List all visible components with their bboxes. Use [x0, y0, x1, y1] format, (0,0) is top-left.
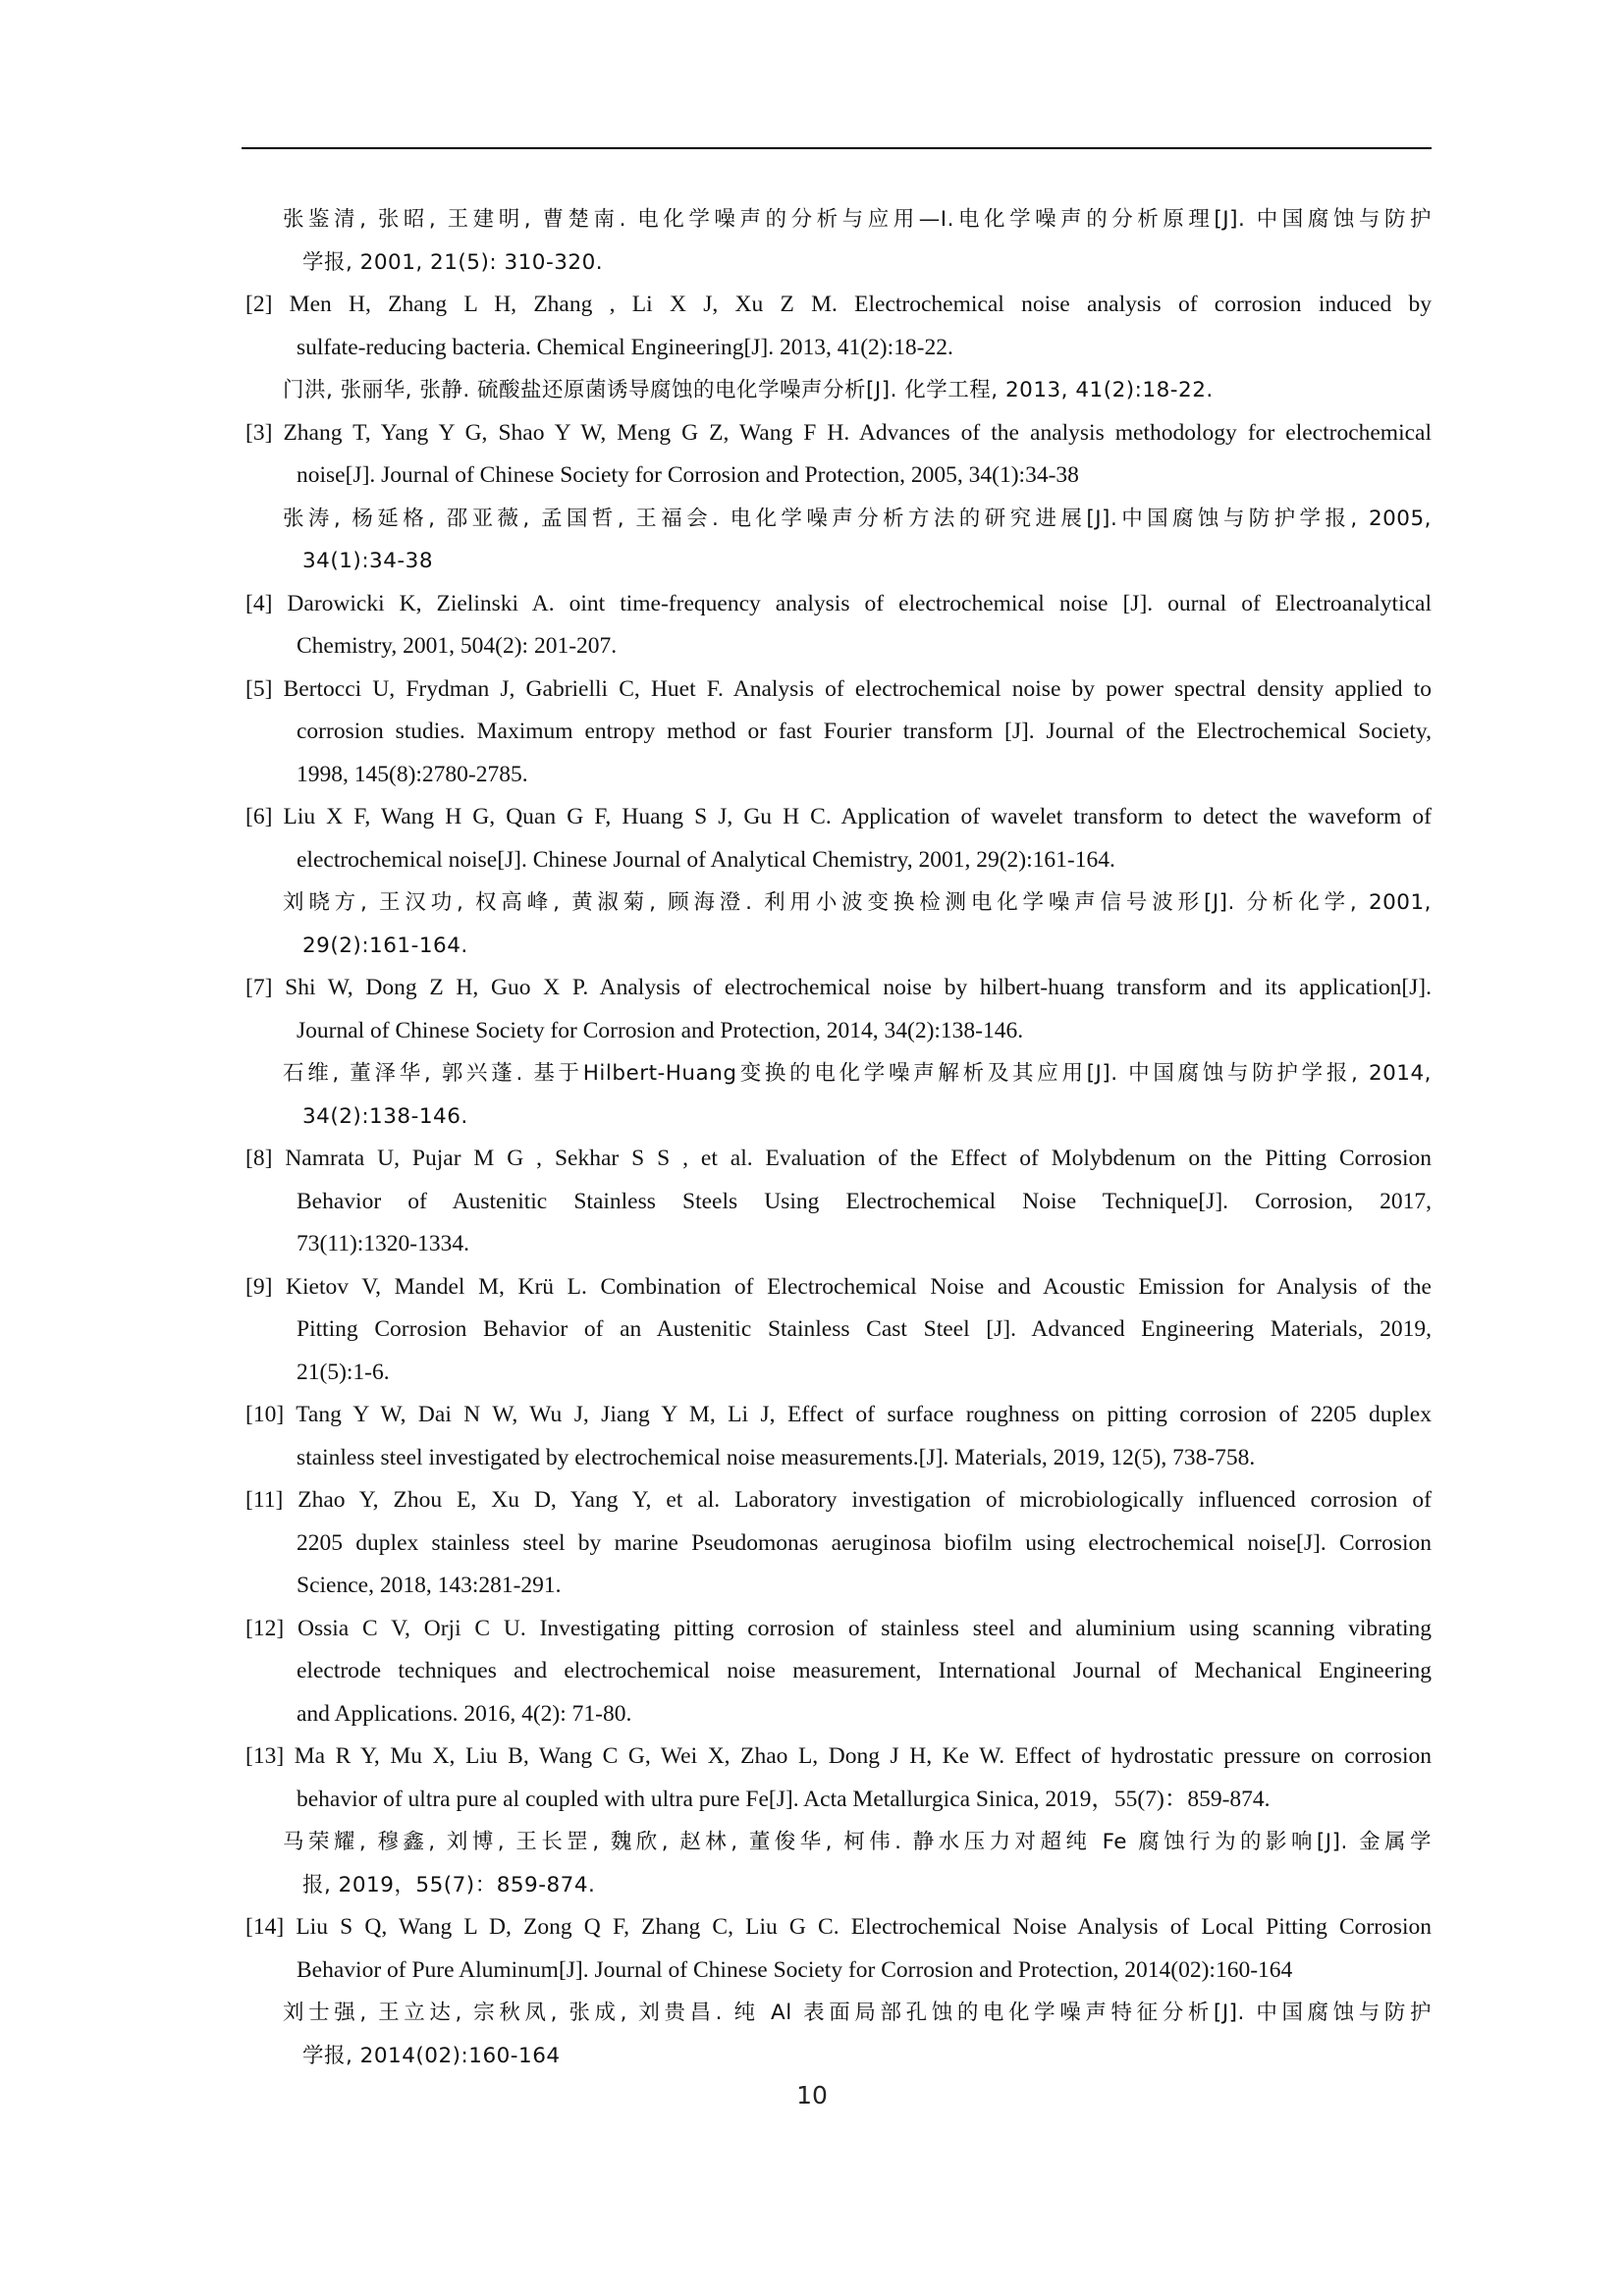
reference-line: and Applications. 2016, 4(2): 71-80.	[297, 1700, 632, 1727]
reference-line: 张涛, 杨延格, 邵亚薇, 孟国哲, 王福会. 电化学噪声分析方法的研究进展[J].中国腐蚀与防护学报, 2005,	[283, 506, 1432, 531]
reference-line: behavior of ultra pure al coupled with ultra pure Fe[J]. Acta Metallurgica Sinica, 2019，55(7)：859-874.	[297, 1786, 1271, 1812]
reference-entry-ref-5	[245, 668, 1432, 797]
reference-line: [13] Ma R Y, Mu X, Liu B, Wang C G, Wei X, Zhao L, Dong J H, Ke W. Effect of hydrostatic pressure on corrosion	[245, 1743, 1432, 1769]
reference-line: Science, 2018, 143:281-291.	[297, 1573, 562, 1598]
page-number: 10	[796, 2081, 828, 2109]
reference-line: [10] Tang Y W, Dai N W, Wu J, Jiang Y M, Li J, Effect of surface roughness on pitting corrosion of 2205 duplex	[245, 1402, 1432, 1427]
reference-entry-ref-12	[245, 1608, 1432, 1736]
reference-entry-ref-9	[245, 1266, 1432, 1395]
reference-line: [3] Zhang T, Yang Y G, Shao Y W, Meng G Z, Wang F H. Advances of the analysis methodology for electrochemical	[245, 419, 1432, 446]
reference-entry-ref-11	[245, 1479, 1432, 1608]
reference-line: 石维, 董泽华, 郭兴蓬. 基于Hilbert-Huang变换的电化学噪声解析及其应用[J]. 中国腐蚀与防护学报, 2014,	[283, 1061, 1432, 1086]
reference-entry-ref-2	[245, 284, 1432, 412]
reference-line: [6] Liu X F, Wang H G, Quan G F, Huang S J, Gu H C. Application of wavelet transform to detect the waveform of	[245, 804, 1432, 829]
reference-line: electrochemical noise[J]. Chinese Journal of Analytical Chemistry, 2001, 29(2):161-164.	[297, 846, 1115, 873]
reference-line: sulfate-reducing bacteria. Chemical Engineering[J]. 2013, 41(2):18-22.	[297, 334, 953, 360]
reference-line: [9] Kietov V, Mandel M, Krü L. Combination of Electrochemical Noise and Acoustic Emission for Analysis of the	[245, 1273, 1432, 1300]
reference-line: 34(2):138-146.	[302, 1103, 468, 1129]
reference-entry-ref-13	[245, 1735, 1432, 1906]
reference-entry-ref-8	[245, 1138, 1432, 1266]
reference-line: corrosion studies. Maximum entropy method or fast Fourier transform [J]. Journal of the Electrochemical Society,	[297, 719, 1432, 744]
reference-line: 2205 duplex stainless steel by marine Pseudomonas aeruginosa biofilm using electrochemical noise[J]. Corrosion	[297, 1529, 1432, 1556]
reference-line: 29(2):161-164.	[302, 933, 468, 958]
reference-line: 报, 2019，55(7)：859-874.	[302, 1872, 596, 1897]
reference-list	[245, 198, 1432, 2077]
reference-line: Behavior of Pure Aluminum[J]. Journal of Chinese Society for Corrosion and Protection, 2014(02):160-164	[297, 1956, 1293, 1983]
reference-entry-ref-3	[245, 412, 1432, 583]
reference-line: [2] Men H, Zhang L H, Zhang , Li X J, Xu Z M. Electrochemical noise analysis of corrosion induced by	[245, 292, 1432, 317]
reference-line: stainless steel investigated by electrochemical noise measurements.[J]. Materials, 2019, 12(5), 738-758.	[297, 1444, 1256, 1470]
reference-line: electrode techniques and electrochemical noise measurement, International Journal of Mechanical Engineering	[297, 1658, 1432, 1683]
reference-line: 73(11):1320-1334.	[297, 1231, 470, 1256]
reference-line: 学报, 2014(02):160-164	[302, 2043, 561, 2068]
reference-line: 门洪, 张丽华, 张静. 硫酸盐还原菌诱导腐蚀的电化学噪声分析[J]. 化学工程, 2013, 41(2):18-22.	[283, 378, 1214, 402]
reference-entry-ref-6	[245, 796, 1432, 967]
reference-line: noise[J]. Journal of Chinese Society for Corrosion and Protection, 2005, 34(1):34-38	[297, 462, 1079, 488]
reference-entry-ref-14	[245, 1906, 1432, 2077]
reference-entry-ref-7	[245, 967, 1432, 1138]
reference-line: Pitting Corrosion Behavior of an Austenitic Stainless Cast Steel [J]. Advanced Engineering Materials, 2019,	[297, 1316, 1432, 1342]
reference-entry-ref-4	[245, 583, 1432, 668]
reference-line: [5] Bertocci U, Frydman J, Gabrielli C, Huet F. Analysis of electrochemical noise by power spectral density applied to	[245, 675, 1432, 702]
reference-line: [11] Zhao Y, Zhou E, Xu D, Yang Y, et al. Laboratory investigation of microbiologically influenced corrosion of	[245, 1487, 1432, 1513]
reference-line: [8] Namrata U, Pujar M G , Sekhar S S , et al. Evaluation of the Effect of Molybdenum on the Pitting Corrosion	[245, 1146, 1432, 1171]
header-rule	[242, 147, 1432, 149]
reference-line: [14] Liu S Q, Wang L D, Zong Q F, Zhang C, Liu G C. Electrochemical Noise Analysis of Local Pitting Corrosion	[245, 1914, 1432, 1940]
reference-line: 34(1):34-38	[302, 549, 434, 573]
reference-entry-ref-1-tail	[245, 198, 1432, 284]
reference-line: 刘晓方, 王汉功, 权高峰, 黄淑菊, 顾海澄. 利用小波变换检测电化学噪声信号波形[J]. 分析化学, 2001,	[283, 890, 1432, 915]
reference-line: 马荣耀, 穆鑫, 刘博, 王长罡, 魏欣, 赵林, 董俊华, 柯伟. 静水压力对超纯 Fe 腐蚀行为的影响[J]. 金属学	[283, 1830, 1432, 1854]
reference-line: [12] Ossia C V, Orji C U. Investigating pitting corrosion of stainless steel and aluminium using scanning vibrating	[245, 1615, 1432, 1641]
reference-line: Chemistry, 2001, 504(2): 201-207.	[297, 633, 618, 659]
reference-line: 张鉴清, 张昭, 王建明, 曹楚南. 电化学噪声的分析与应用—I.电化学噪声的分析原理[J]. 中国腐蚀与防护	[283, 207, 1432, 232]
reference-line: 刘士强, 王立达, 宗秋凤, 张成, 刘贵昌. 纯 Al 表面局部孔蚀的电化学噪声特征分析[J]. 中国腐蚀与防护	[283, 2001, 1432, 2025]
reference-line: 1998, 145(8):2780-2785.	[297, 761, 528, 787]
reference-line: [7] Shi W, Dong Z H, Guo X P. Analysis of electrochemical noise by hilbert-huang transform and its application[J].	[245, 975, 1432, 1000]
reference-line: 21(5):1-6.	[297, 1359, 390, 1385]
reference-entry-ref-10	[245, 1394, 1432, 1479]
reference-line: Behavior of Austenitic Stainless Steels Using Electrochemical Noise Technique[J]. Corrosion, 2017,	[297, 1188, 1432, 1214]
reference-line: Journal of Chinese Society for Corrosion and Protection, 2014, 34(2):138-146.	[297, 1017, 1024, 1043]
reference-line: [4] Darowicki K, Zielinski A. oint time-frequency analysis of electrochemical noise [J]. ournal of Electroanalytical	[245, 590, 1432, 616]
reference-line: 学报, 2001, 21(5): 310-320.	[302, 249, 604, 275]
